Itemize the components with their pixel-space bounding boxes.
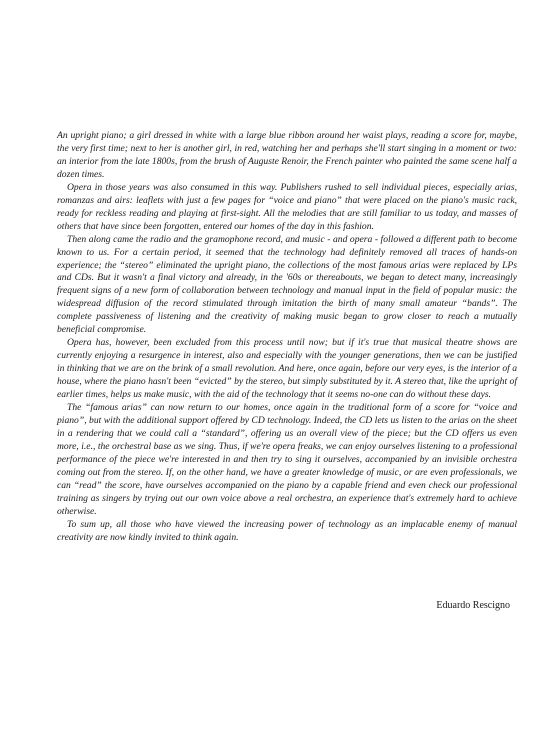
paragraph-famous-arias: The “famous arias” can now return to our homes, once again in the traditional form of a score for “voice and piano”, but with the additional support offered by CD technology. Indeed, the CD lets us listen to the arias on the sheet in a rendering that we could call a “standard”, offering us an overall view of the piece; but the CD offers us even more, i.e., the orchestral base as we sing. Thus, if we're opera freaks, we can enjoy ourselves listening to a professional performance of the piece we're interested in and then try to sing it ourselves, accompanied by an invisible orchestra coming out from the stereo. If, on the other hand, we have a greater knowledge of music, or are even professionals, we can “read” the score, have ourselves accompanied on the piano by a capable friend and even check our professional training as singers by trying out our own voice above a real orchestra, an experience that's extremely hard to achieve otherwise. — [57, 402, 517, 517]
paragraph-conclusion: To sum up, all those who have viewed the increasing power of technology as an implacable enemy of manual creativity are now kindly invited to think again. — [57, 518, 517, 543]
body-text — [57, 130, 517, 545]
author-signature: Eduardo Rescigno — [436, 600, 510, 611]
paragraph-opera-revolution: Opera has, however, been excluded from this process until now; but if it's true that musical theatre shows are currently enjoying a resurgence in interest, also and especially with the younger generations, then we can be justified in thinking that we are on the brink of a small revolution. And here, once again, before our very eyes, is the interior of a house, where the piano hasn't been “evicted” by the stereo, but simply substituted by it. A stereo that, like the upright of earlier times, helps us make music, with the aid of the technology that it seems no-one can do without these days. — [57, 337, 517, 401]
paragraph-radio-gramophone: Then along came the radio and the gramophone record, and music - and opera - followed a different path to become known to us. For a certain period, it seemed that the technology had definitely removed all traces of hands-on experience; the “stereo” eliminated the upright piano, the collections of the most famous arias were replaced by LPs and CDs. But it wasn't a final victory and already, in the '60s or thereabouts, we began to detect many, increasingly frequent signs of a new form of collaboration between technology and manual input in the field of popular music: the widespread diffusion of the record stimulated through imitation the birth of many small amateur “bands”. The complete passiveness of listening and the creativity of making music began to grow closer to reach a mutually beneficial compromise. — [57, 233, 517, 336]
paragraph-opera-consumption: Opera in those years was also consumed in this way. Publishers rushed to sell individual pieces, especially arias, romanzas and airs: leaflets with just a few pages for “voice and piano” that were placed on the piano's music rack, ready for reckless reading and playing at first-sight. All the melodies that are still familiar to us today, and masses of others that have since been forgotten, entered our homes of the day in this fashion. — [57, 181, 517, 232]
paragraph-renoir-intro: An upright piano; a girl dressed in white with a large blue ribbon around her waist plays, reading a score for, maybe, the very first time; next to her is another girl, in red, watching her and perhaps she'll start singing in a moment or two: an interior from the late 1800s, from the brush of Auguste Renoir, the French painter who painted the same scene half a dozen times. — [57, 130, 517, 180]
